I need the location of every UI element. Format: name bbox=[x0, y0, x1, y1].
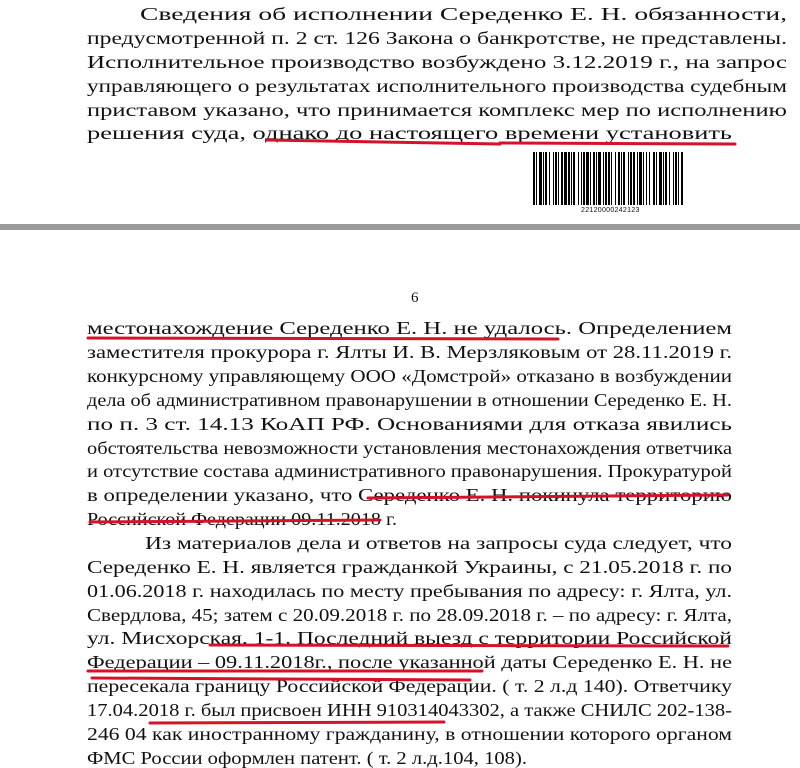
barcode-bar bbox=[568, 152, 570, 205]
barcode-bar bbox=[675, 152, 677, 205]
barcode-bar bbox=[561, 152, 563, 205]
barcode-bar bbox=[663, 152, 664, 205]
barcode-bar bbox=[573, 152, 575, 205]
barcode-bar bbox=[583, 152, 585, 205]
barcode-bar bbox=[608, 152, 610, 205]
barcode-bar bbox=[578, 152, 579, 205]
barcode-bar bbox=[564, 152, 567, 205]
barcode-bar bbox=[669, 152, 670, 205]
paragraph-line: 17.04.2018 г. был присвоен ИНН 910314043302, а также СНИЛС 202-138- bbox=[87, 700, 732, 720]
barcode-bar bbox=[643, 152, 644, 205]
paragraph-line: Российской Федерации 09.11.2018 г. bbox=[87, 509, 397, 529]
paragraph-line: дела об административном правонарушении в отношении Середенко Е. Н. bbox=[87, 390, 732, 410]
paragraph-line: Свердлова, 45; затем с 20.09.2018 г. по 28.09.2018 г. – по адресу: г. Ялта, bbox=[87, 605, 732, 625]
paragraph-line: по п. 3 ст. 14.13 КоАП РФ. Основаниями для отказа явились bbox=[87, 414, 732, 434]
barcode-bar bbox=[678, 152, 679, 205]
paragraph-line: пересекала границу Российской Федерации. ( т. 2 л.д 140). Ответчику bbox=[87, 676, 732, 696]
barcode-bar bbox=[598, 152, 601, 205]
barcode-bar bbox=[618, 152, 620, 205]
barcode-bar bbox=[633, 152, 635, 205]
barcode-bar bbox=[639, 152, 642, 205]
paragraph-line: обстоятельства невозможности установления местонахождения ответчика bbox=[87, 438, 732, 458]
paragraph-line: местонахождение Середенко Е. Н. не удалось. Определением bbox=[87, 318, 732, 338]
barcode-bar bbox=[653, 152, 655, 205]
barcode-bar bbox=[555, 152, 557, 205]
red-underline bbox=[88, 338, 558, 339]
barcode-bar bbox=[646, 152, 647, 205]
paragraph-line: конкурсному управляющему ООО «Домстрой» отказано в возбуждении bbox=[87, 366, 732, 386]
barcode-image bbox=[533, 152, 685, 206]
barcode-bar bbox=[553, 152, 554, 205]
barcode-bar bbox=[536, 152, 537, 205]
paragraph-line: Середенко Е. Н. является гражданкой Украины, с 21.05.2018 г. по bbox=[87, 557, 732, 577]
paragraph-line: управляющего о результатах исполнительного производства судебным bbox=[87, 76, 787, 96]
paragraph-line: ФМС России оформлен патент. ( т. 2 л.д.104, 108). bbox=[87, 748, 527, 768]
barcode-bar bbox=[549, 152, 550, 205]
page-separator bbox=[0, 224, 800, 230]
barcode-bar bbox=[558, 152, 559, 205]
barcode-bar bbox=[533, 152, 535, 205]
barcode-bar bbox=[603, 152, 604, 205]
barcode-bar bbox=[665, 152, 667, 205]
paragraph-line: Исполнительное производство возбуждено 3.12.2019 г., на запрос bbox=[87, 52, 787, 72]
barcode-bar bbox=[637, 152, 638, 205]
barcode-bar bbox=[681, 152, 683, 205]
paragraph-line: 01.06.2018 г. находилась по месту пребывания по адресу: г. Ялта, ул. bbox=[87, 581, 732, 601]
paragraph-line: Из материалов дела и ответов на запросы суда следует, что bbox=[145, 533, 732, 553]
barcode-bar bbox=[605, 152, 607, 205]
paragraph-line: приставом указано, что принимается комплекс мер по исполнению bbox=[87, 100, 787, 120]
red-underline bbox=[500, 143, 735, 144]
barcode-bar bbox=[628, 152, 629, 205]
barcode-bar bbox=[586, 152, 589, 205]
barcode-number: 22120000242123 bbox=[581, 207, 640, 214]
paragraph-line: ул. Мисхорская, 1-1. Последний выезд с территории Российской bbox=[87, 628, 732, 648]
barcode-bar bbox=[649, 152, 650, 205]
barcode-bar bbox=[615, 152, 616, 205]
barcode-bar bbox=[596, 152, 597, 205]
barcode-bar bbox=[611, 152, 612, 205]
barcode-bar bbox=[590, 152, 591, 205]
barcode-bar bbox=[571, 152, 572, 205]
paragraph-line: и отсутствие состава административного правонарушения. Прокуратурой bbox=[87, 461, 732, 481]
red-underline bbox=[150, 722, 444, 723]
paragraph-line: решения суда, однако до настоящего времени установить bbox=[87, 123, 732, 143]
page-number: 6 bbox=[411, 290, 419, 306]
barcode-bar bbox=[630, 152, 632, 205]
barcode-bar bbox=[545, 152, 547, 205]
barcode-bar bbox=[621, 152, 622, 205]
barcode-bar bbox=[593, 152, 595, 205]
barcode-bar bbox=[673, 152, 674, 205]
paragraph-line: в определении указано, что Середенко Е. Н. покинула территорию bbox=[87, 485, 732, 505]
paragraph-line: Федерации – 09.11.2018г., после указанной даты Середенко Е. Н. не bbox=[87, 652, 732, 672]
paragraph-line: 246 04 как иностранному гражданину, в отношении которого органом bbox=[87, 724, 732, 744]
paragraph-line: заместителя прокурора г. Ялты И. В. Мерзляковым от 28.11.2019 г. bbox=[87, 342, 732, 362]
barcode-bar bbox=[581, 152, 582, 205]
barcode-bar bbox=[656, 152, 657, 205]
barcode-bar bbox=[543, 152, 544, 205]
paragraph-line: предусмотренной п. 2 ст. 126 Закона о банкротстве, не представлены. bbox=[87, 28, 787, 48]
barcode-bar bbox=[623, 152, 625, 205]
barcode-bar bbox=[539, 152, 542, 205]
barcode-bar bbox=[659, 152, 662, 205]
paragraph-line: Сведения об исполнении Середенко Е. Н. обязанности, bbox=[140, 4, 787, 24]
